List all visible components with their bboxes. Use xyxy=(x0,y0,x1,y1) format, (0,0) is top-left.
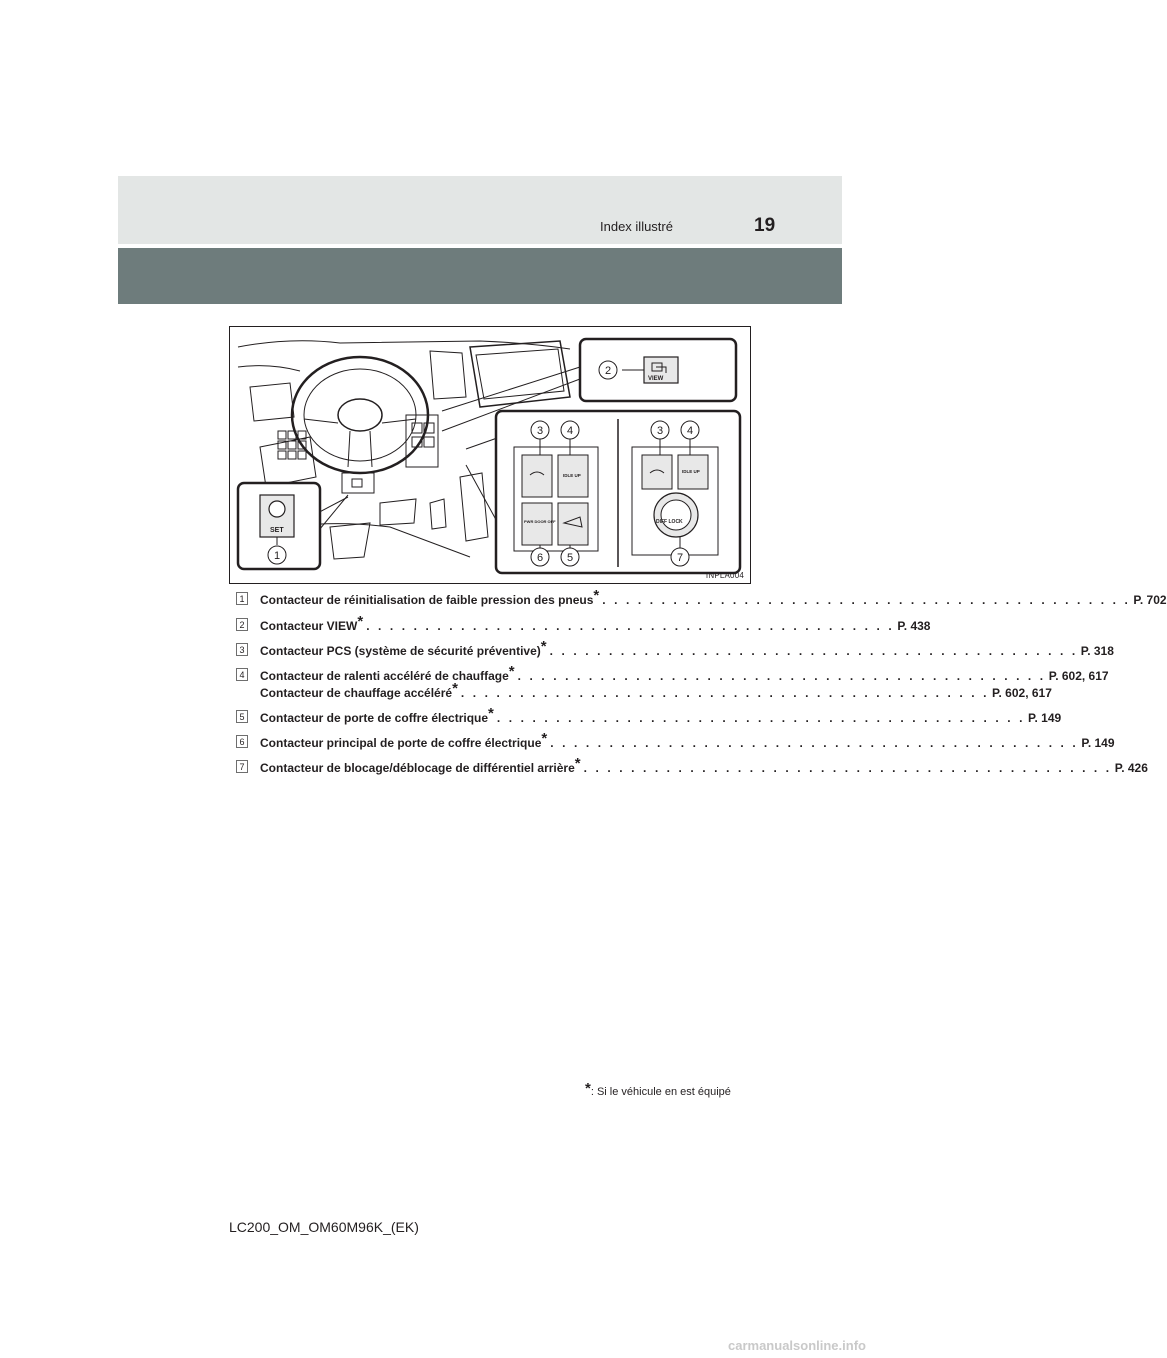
header-bar xyxy=(118,248,842,304)
item-text: Contacteur PCS (système de sécurité préventive) xyxy=(260,644,541,658)
page-reference[interactable]: P. 438 xyxy=(897,619,931,633)
callout-7: 7 xyxy=(676,552,684,564)
item-number: 4 xyxy=(236,668,248,681)
callout-1: 1 xyxy=(273,550,281,562)
header-band xyxy=(118,176,842,244)
dot-leader: . . . . . . . . . . . . . . . . . . . . . . . . . . . . . . . . . . . . . . . . . . . . . xyxy=(602,593,1131,607)
page-reference[interactable]: P. 149 xyxy=(1081,736,1115,750)
asterisk: * xyxy=(488,705,494,722)
idle-up-label-left: IDLE UP xyxy=(563,473,581,478)
view-label: VIEW xyxy=(648,376,664,382)
footnote-text: : Si le véhicule en est équipé xyxy=(590,1086,731,1098)
set-label: SET xyxy=(270,527,284,534)
footnote xyxy=(585,1082,731,1099)
callout-4-left: 4 xyxy=(566,425,574,437)
item-line xyxy=(260,680,1052,700)
callout-2: 2 xyxy=(604,365,612,377)
page-number: 19 xyxy=(754,215,776,236)
item-text: Contacteur de chauffage accéléré xyxy=(260,686,453,700)
dashboard-illustration xyxy=(229,326,751,584)
dot-leader: . . . . . . . . . . . . . . . . . . . . . . . . . . . . . . . . . . . . . . . . . . . . . xyxy=(583,761,1112,775)
item-line xyxy=(260,730,1115,750)
item-line xyxy=(260,613,931,633)
asterisk: * xyxy=(540,638,547,655)
page-reference[interactable]: P. 602, 617 xyxy=(1048,669,1109,683)
asterisk: * xyxy=(452,680,458,697)
page-reference[interactable]: P. 702 xyxy=(1133,593,1167,607)
item-text: Contacteur de ralenti accéléré de chauffage xyxy=(260,669,509,683)
item-line xyxy=(260,638,1114,658)
asterisk: * xyxy=(357,613,364,630)
dot-leader: . . . . . . . . . . . . . . . . . . . . . . . . . . . . . . . . . . . . . . . . . . . . . xyxy=(496,711,1026,725)
asterisk: * xyxy=(541,730,548,747)
item-text: Contacteur de porte de coffre électrique xyxy=(260,711,489,725)
item-line xyxy=(260,755,1148,775)
section-title: Index illustré xyxy=(600,219,673,234)
item-number: 1 xyxy=(236,592,248,605)
idle-up-label-right: IDLE UP xyxy=(682,469,700,474)
callout-5: 5 xyxy=(566,552,574,564)
callout-3-right: 3 xyxy=(656,425,664,437)
pwr-door-off-label: PWR DOOR OFF xyxy=(524,519,556,524)
page-reference[interactable]: P. 602, 617 xyxy=(992,686,1052,700)
item-text: Contacteur de blocage/déblocage de différentiel arrière xyxy=(260,761,575,775)
figure-code: INPLA004 xyxy=(705,571,744,580)
callout-6: 6 xyxy=(536,552,544,564)
footnote-asterisk: * xyxy=(585,1080,591,1097)
item-number: 3 xyxy=(236,643,248,656)
dot-leader: . . . . . . . . . . . . . . . . . . . . . . . . . . . . . . . . . . . . . . . . . . . . . xyxy=(460,686,990,700)
dashboard-drawing xyxy=(230,327,750,583)
asterisk: * xyxy=(508,663,515,680)
item-number: 2 xyxy=(236,618,248,631)
callout-3-left: 3 xyxy=(536,425,544,437)
item-line xyxy=(260,587,1167,607)
dot-leader: . . . . . . . . . . . . . . . . . . . . . . . . . . . . . . . . . . . . . . . . . . . . . xyxy=(550,736,1079,750)
item-text: Contacteur VIEW xyxy=(260,619,358,633)
page-reference[interactable]: P. 149 xyxy=(1028,711,1062,725)
item-number: 7 xyxy=(236,760,248,773)
page-reference[interactable]: P. 318 xyxy=(1080,644,1114,658)
asterisk: * xyxy=(574,755,581,772)
dot-leader: . . . . . . . . . . . . . . . . . . . . . . . . . . . . . . . . . . . . . . . . . . . . . xyxy=(517,669,1046,683)
diff-lock-label: DIFF LOCK xyxy=(656,519,683,525)
item-number: 6 xyxy=(236,735,248,748)
item-line xyxy=(260,705,1062,725)
item-text: Contacteur de réinitialisation de faible pression des pneus xyxy=(260,593,594,607)
watermark: carmanualsonline.info xyxy=(728,1338,866,1353)
page-reference[interactable]: P. 426 xyxy=(1114,761,1148,775)
asterisk: * xyxy=(593,587,600,604)
dot-leader: . . . . . . . . . . . . . . . . . . . . . . . . . . . . . . . . . . . . . . . . . . . . . xyxy=(549,644,1078,658)
item-text: Contacteur principal de porte de coffre électrique xyxy=(260,736,542,750)
callout-4-right: 4 xyxy=(686,425,694,437)
item-line xyxy=(260,663,1109,683)
dot-leader: . . . . . . . . . . . . . . . . . . . . . . . . . . . . . . . . . . . . . . . . . . . . . xyxy=(366,619,895,633)
item-number: 5 xyxy=(236,710,248,723)
document-code: LC200_OM_OM60M96K_(EK) xyxy=(229,1219,419,1235)
